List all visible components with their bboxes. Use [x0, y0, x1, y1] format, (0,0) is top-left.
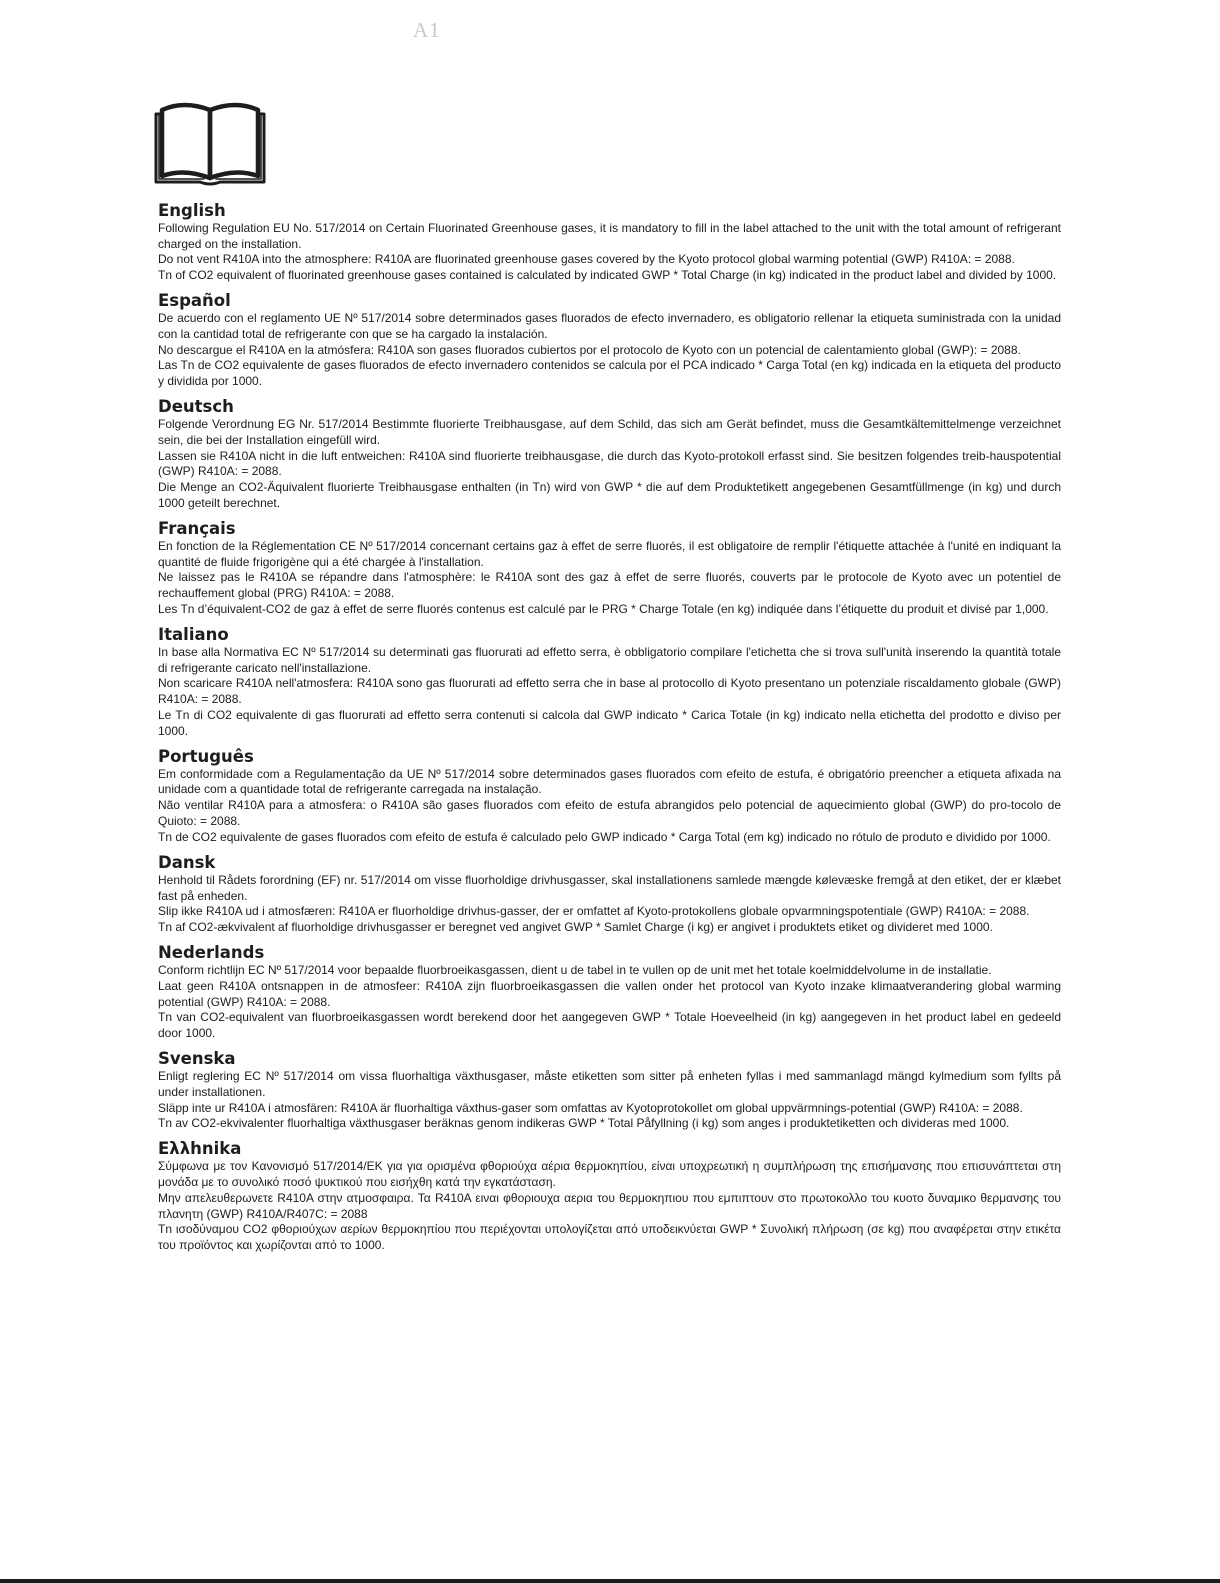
paragraph: Μην απελευθερωνετε R410A στην ατμοσφαιρα. Τα R410A ειναι φθοριουχα αερια του θερμοκηπιου που εμπιπτουν στο πρωτοκολλο του κυοτο δυναμικο θερμανσης του πλανητη (GWP) R410A/R407C: = 2088	[158, 1190, 1061, 1221]
section-ellhnika	[158, 1140, 1061, 1253]
section-title-italiano: Italiano	[158, 625, 229, 645]
paragraph: Le Tn di CO2 equivalente di gas fluorurati ad effetto serra contenuti si calcola dal GWP indicato * Carica Totale (in kg) indicato nella etichetta del prodotto e diviso per 1000.	[158, 707, 1061, 738]
multilingual-notice	[158, 202, 1061, 1262]
section-english	[158, 202, 1061, 284]
section-espanol	[158, 292, 1061, 390]
paragraph: No descargue el R410A en la atmósfera: R410A son gases fluorados cubiertos por el protocolo de Kyoto con un potencial de calentamiento global (GWP): = 2088.	[158, 342, 1021, 357]
paragraph: Tn af CO2-ækvivalent af fluorholdige drivhusgasser er beregnet ved angivet GWP * Samlet Charge (i kg) er angivet i produktets etiket og divideret med 1000.	[158, 919, 993, 934]
paragraph: Conform richtlijn EC Nº 517/2014 voor bepaalde fluorbroeikasgassen, dient u de tabel in te vullen op de unit met het totale koelmiddelvolume in de installatie.	[158, 963, 992, 978]
paragraph: Σύμφωνα με τον Κανονισμό 517/2014/ΕΚ για για ορισμένα φθοριούχα αέρια θερμοκηπίου, είναι υποχρεωτική η συμπλήρωση της επισήμανσης που επισυνάπτεται στη μονάδα με το συνολικό ποσό ψυκτικού που εισήχθη κατά την εγκατάσταση.	[158, 1159, 1061, 1190]
section-nederlands	[158, 944, 1061, 1042]
paragraph: Tn de CO2 equivalente de gases fluorados com efeito de estufa é calculado pelo GWP indicado * Carga Total (em kg) indicado no rótulo de produto e dividido por 1000.	[158, 829, 1051, 844]
paragraph: Following Regulation EU No. 517/2014 on Certain Fluorinated Greenhouse gases, it is mandatory to fill in the label attached to the unit with the total amount of refrigerant charged on the installation.	[158, 221, 1061, 251]
paragraph: Henhold til Rådets forordning (EF) nr. 517/2014 om visse fluorholdige drivhusgasser, skal installationens samlede mængde kølevæske fremgå at den etiket, der er klæbet fast på enheden.	[158, 872, 1061, 903]
paragraph: Não ventilar R410A para a atmosfera: o R410A são gases fluorados com efeito de estufa abrangidos pelo potencial de aquecimiento global (GWP) do pro-tocolo de Quioto: = 2088.	[158, 798, 1061, 828]
section-title-dansk: Dansk	[158, 852, 216, 872]
paragraph: Släpp inte ur R410A i atmosfären: R410A är fluorhaltiga växthus-gaser som omfattas av Kyotoprotokollet om global uppvärmnings-potential (GWP) R410A: = 2088.	[158, 1100, 1023, 1115]
paragraph: Les Tn d’équivalent-CO2 de gaz à effet de serre fluorés contenus est calculé par le PRG * Charge Totale (en kg) indiquée dans l’étiquette du produit et divisé par 1,000.	[158, 601, 1049, 616]
paragraph: Do not vent R410A into the atmosphere: R410A are fluorinated greenhouse gases covered by the Kyoto protocol global warming potential (GWP) R410A: = 2088.	[158, 252, 1015, 267]
section-title-francais: Français	[158, 519, 236, 539]
section-title-ellhnika: Ελλhnika	[158, 1139, 242, 1159]
paragraph: Em conformidade com a Regulamentação da UE Nº 517/2014 sobre determinados gases fluorados com efeito de estufa, é obrigatório preencher a etiqueta afixada na unidade com a quantidade total de refrigerante carregada na instalação.	[158, 766, 1061, 797]
paragraph: Tn of CO2 equivalent of fluorinated greenhouse gases contained is calculated by indicated GWP * Total Charge (in kg) indicated in the product label and divided by 1000.	[158, 268, 1057, 283]
paragraph: Lassen sie R410A nicht in die luft entweichen: R410A sind fluorierte treibhausgase, die durch das Kyoto-protokoll erfasst sind. Sie besitzen folgendes treib-hauspotential (GWP) R410A: = 2088.	[158, 448, 1061, 479]
page-number-mark: A1	[413, 18, 441, 42]
section-deutsch	[158, 398, 1061, 511]
paragraph: Ne laissez pas le R410A se répandre dans l'atmosphère: le R410A sont des gaz à effet de serre fluorés, couverts par le protocole de Kyoto avec un potentiel de rechauffement global (PRG) R410A: = 2088.	[158, 570, 1061, 601]
section-title-svenska: Svenska	[158, 1049, 236, 1069]
paragraph: Non scaricare R410A nell'atmosfera: R410A sono gas fluorurati ad effetto serra che in base al protocollo di Kyoto presentano un potenziale riscaldamento globale (GWP) R410A: = 2088.	[158, 676, 1061, 707]
paragraph: Tn van CO2-equivalent van fluorbroeikasgassen wordt berekend door het aangegeven GWP * Totale Hoeveelheid (in kg) aangegeven in het product label en gedeeld door 1000.	[158, 1010, 1061, 1040]
section-italiano	[158, 626, 1061, 739]
paragraph: Las Tn de CO2 equivalente de gases fluorados de efecto invernadero contenidos se calcula por el PCA indicado * Carga Total (en kg) indicada en la etiqueta del producto y dividida por 1000.	[158, 358, 1061, 389]
paragraph: Laat geen R410A ontsnappen in de atmosfeer: R410A zijn fluorbroeikasgassen die vallen onder het protocol van Kyoto inzake klimaatverandering global warming potential (GWP) R410A: = 2088.	[158, 978, 1061, 1009]
paragraph: Τn ισοδύναμου CO2 φθοριούχων αερίων θερμοκηπίου που περιέχονται υπολογίζεται από υποδεικνύεται GWP * Συνολική πλήρωση (σε kg) που αναφέρεται στην ετικέτα του προϊόντος και χωρίζονται από το 1000.	[158, 1222, 1061, 1252]
paragraph: Tn av CO2-ekvivalenter fluorhaltiga växthusgaser beräknas genom indikeras GWP * Total Påfyllning (i kg) som anges i produktetiketten och divideras med 1000.	[158, 1116, 1010, 1131]
paragraph: En fonction de la Réglementation CE Nº 517/2014 concernant certains gaz à effet de serre fluorés, il est obligatoire de remplir l'étiquette attachée à l'unité en indiquant la quantité de fluide frigorigène qui a été chargée à l'installation.	[158, 539, 1061, 569]
page-bottom-rule	[0, 1579, 1220, 1583]
section-title-nederlands: Nederlands	[158, 943, 265, 963]
section-portugues	[158, 748, 1061, 846]
section-title-portugues: Português	[158, 746, 254, 766]
paragraph: Enligt reglering EC Nº 517/2014 om vissa fluorhaltiga växthusgaser, måste etiketten som sitter på enheten fyllas i med sammanlagd mängd kylmedium som fyllts på under installationen.	[158, 1069, 1061, 1099]
paragraph: Folgende Verordnung EG Nr. 517/2014 Bestimmte fluorierte Treibhausgase, auf dem Schild, das sich am Gerät befindet, muss die Gesamtkältemittelmenge verzeichnet sein, die bei der Installation eingefüll wird.	[158, 417, 1061, 448]
paragraph: Slip ikke R410A ud i atmosfæren: R410A er fluorholdige drivhus-gasser, der er omfattet af Kyoto-protokollens globale opvarmningspotentiale (GWP) R410A: = 2088.	[158, 904, 1030, 919]
open-book-icon	[154, 102, 266, 188]
section-svenska	[158, 1050, 1061, 1132]
section-title-english: English	[158, 201, 226, 220]
section-title-deutsch: Deutsch	[158, 397, 234, 417]
section-title-espanol: Español	[158, 291, 231, 311]
paragraph: In base alla Normativa EC Nº 517/2014 su determinati gas fluorurati ad effetto serra, è obbligatorio compilare l'etichetta che si trova sull'unità inserendo la quantità totale di refrigerante caricato nell'installazione.	[158, 645, 1061, 675]
paragraph: Die Menge an CO2-Äquivalent fluorierte Treibhausgase enthalten (in Tn) wird von GWP * die auf dem Produktetikett angegebenen Gesamtfüllmenge (in kg) und durch 1000 geteilt berechnet.	[158, 480, 1061, 510]
paragraph: De acuerdo con el reglamento UE Nº 517/2014 sobre determinados gases fluorados de efecto invernadero, es obligatorio rellenar la etiqueta suministrada con la unidad con la cantidad total de refrigerante con que se ha cargado la instalación.	[158, 311, 1061, 342]
section-dansk	[158, 854, 1061, 936]
section-francais	[158, 520, 1061, 618]
